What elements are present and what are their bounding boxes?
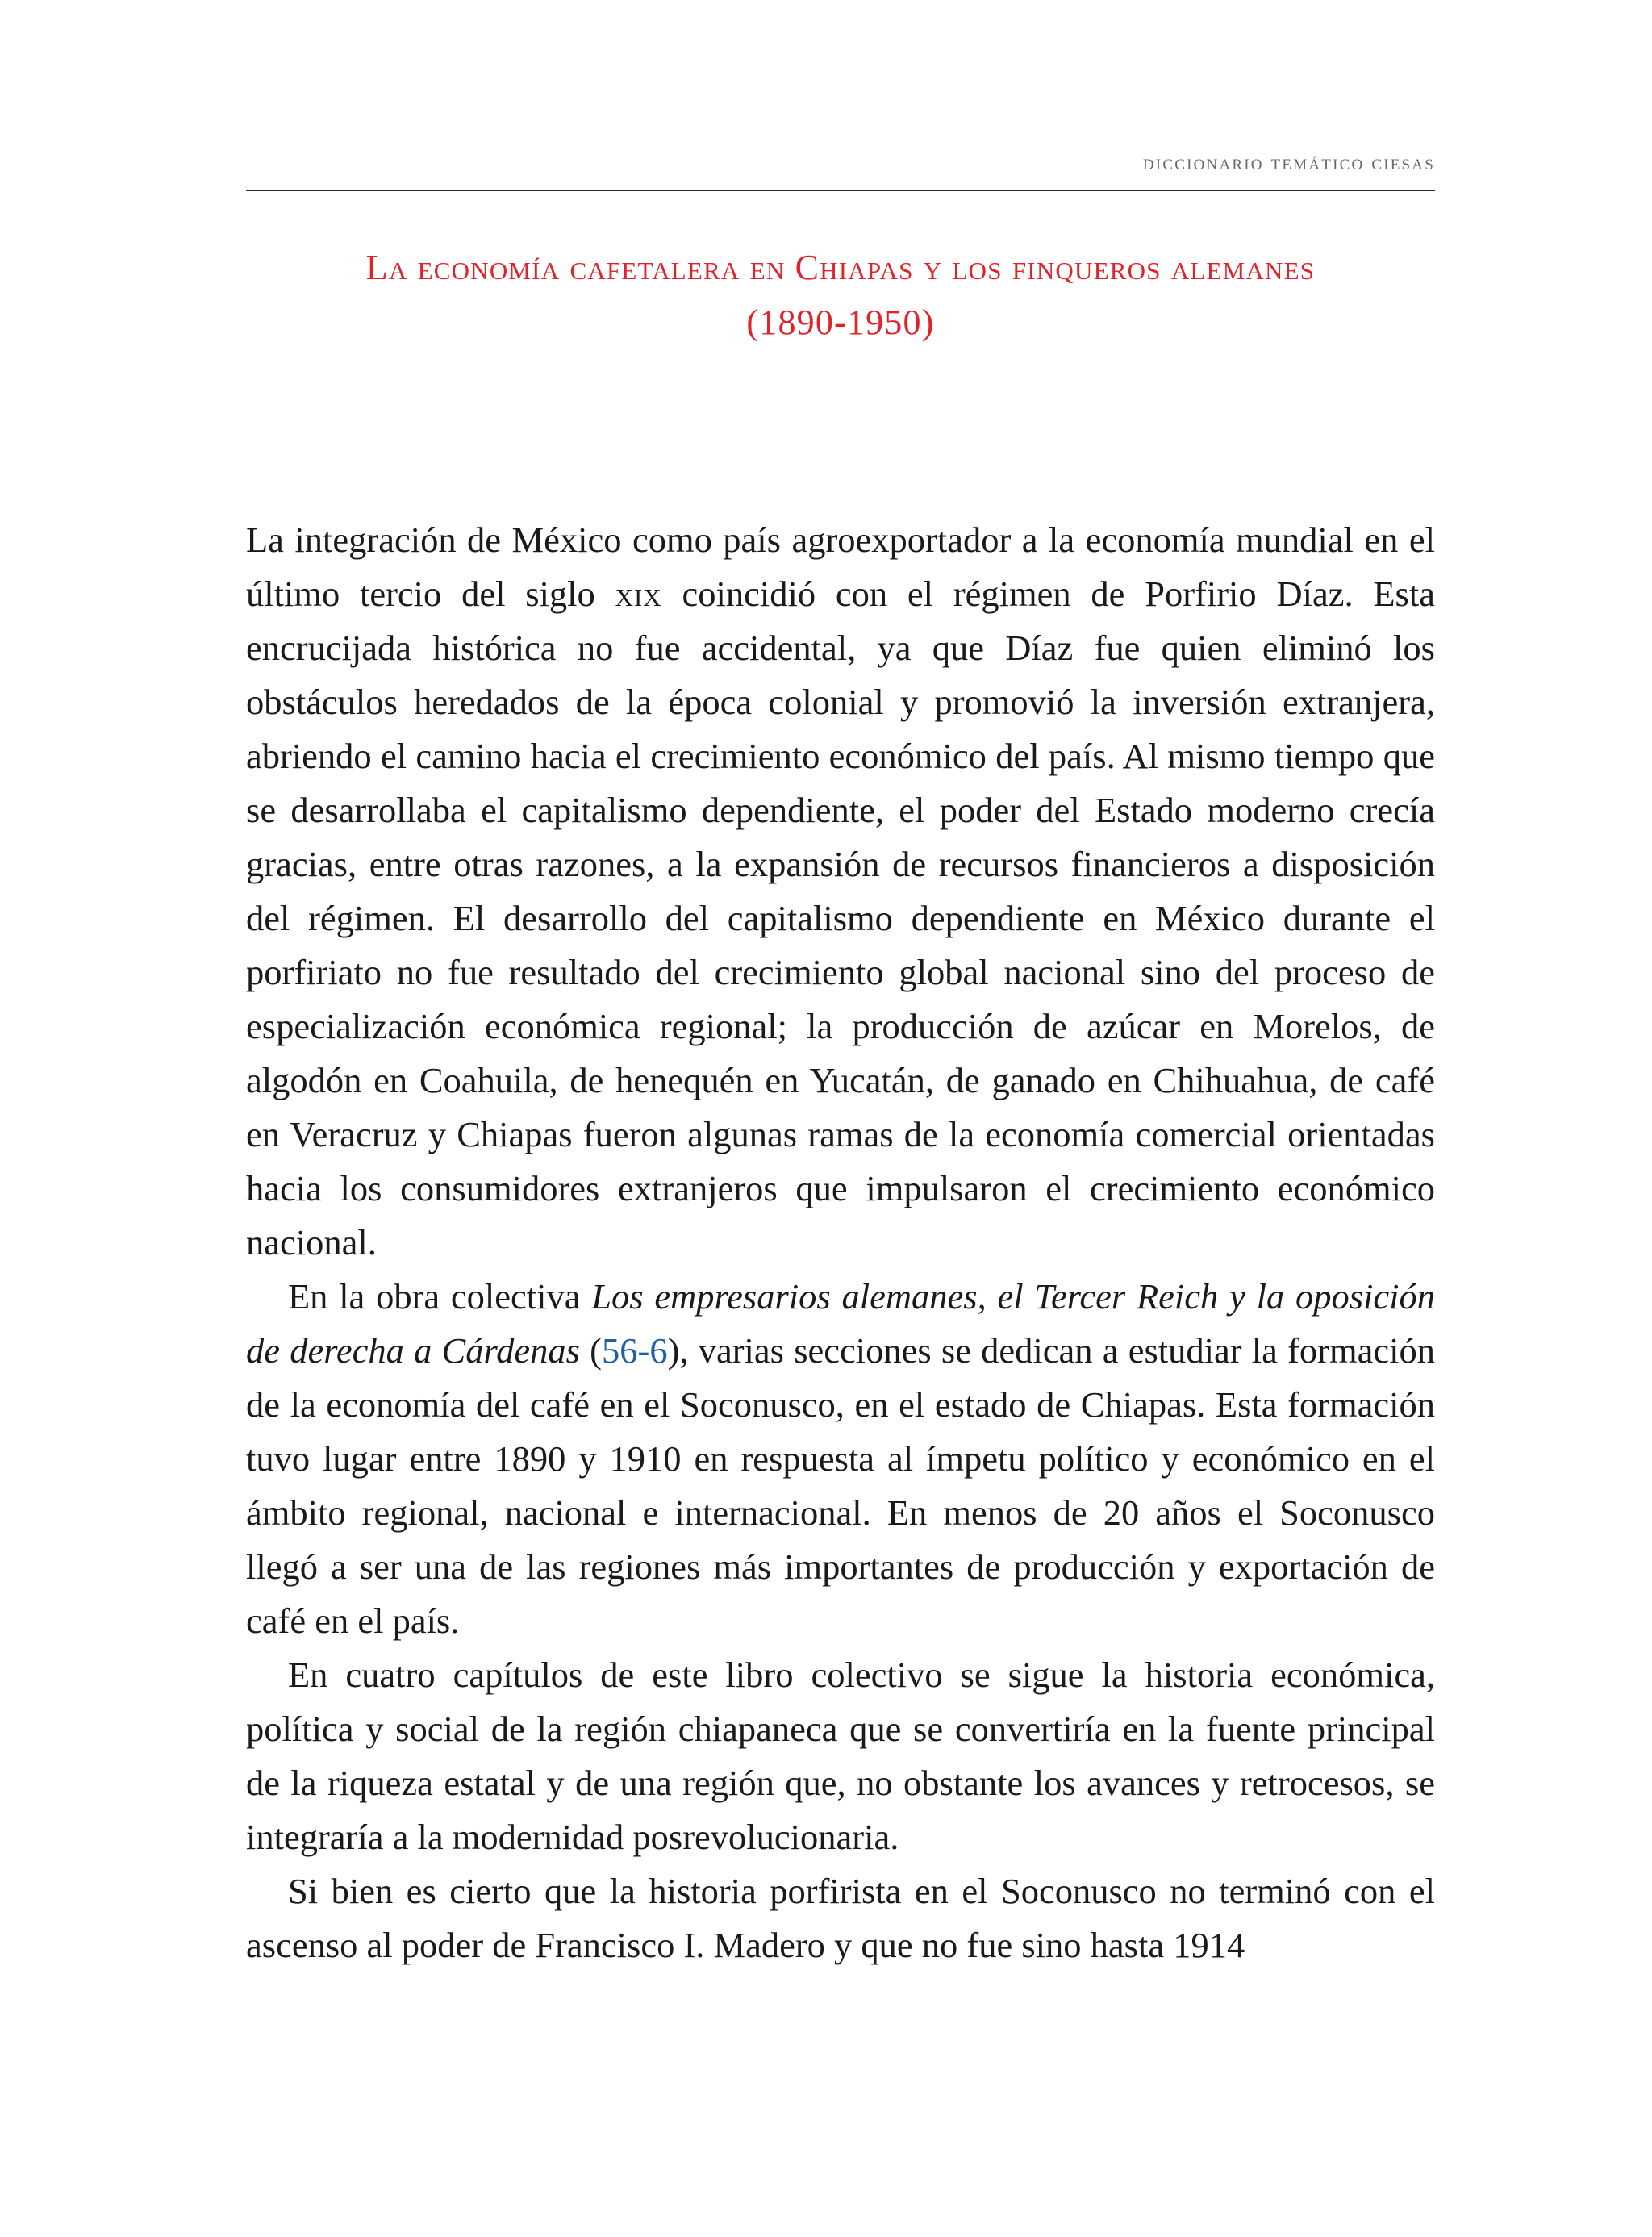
paragraph-3: En cuatro capítulos de este libro colectivo se sigue la historia económica, política y social de la región chiapaneca que se convertiría en la fuente principal de la riqueza estatal y de una región que, no obstante los avances y retrocesos, se integraría a la modernidad posrevolucionaria.: [246, 1655, 1435, 1857]
paragraph-2-text-a: En la obra colectiva: [288, 1276, 592, 1317]
running-head: diccionario temático ciesas: [1142, 150, 1435, 174]
paragraph-2-text-c: ), varias secciones se dedican a estudiar la formación de la economía del café en el Soconusco, en el estado de Chiapas. Esta formación tuvo lugar entre 1890 y 1910 en respuesta al ímpetu político y económico en el ámbito regional, nacional e internacional. En menos de 20 años el Soconusco llegó a ser una de las regiones más importantes de producción y exportación de café en el país.: [246, 1330, 1435, 1641]
article-title: [246, 240, 1435, 350]
title-line-1: La economía cafetalera en Chiapas y los finqueros alemanes: [365, 248, 1316, 287]
reference-link[interactable]: 56-6: [602, 1330, 668, 1371]
paragraph-1-text-a: La integración de México como país agroexportador a la economía mundial en el último tercio del siglo: [246, 520, 1435, 614]
paragraph-2: [246, 1270, 1435, 1648]
article-body: [246, 513, 1435, 1972]
book-title: Los empresarios alemanes, el Tercer Reich y la oposición de derecha a Cárdenas: [246, 1276, 1436, 1371]
title-line-2: (1890-1950): [746, 303, 935, 342]
paragraph-1-text-b: coincidió con el régimen de Porfirio Díaz. Esta encrucijada histórica no fue accidental, ya que Díaz fue quien eliminó los obstáculos heredados de la época colonial y promovió la inversión extranjera, abriendo el camino hacia el crecimiento económico del país. Al mismo tiempo que se desarrollaba el capitalismo dependiente, el poder del Estado moderno crecía gracias, entre otras razones, a la expansión de recursos financieros a disposición del régimen. El desarrollo del capitalismo dependiente en México durante el porfiriato no fue resultado del crecimiento global nacional sino del proceso de especialización económica regional; la producción de azúcar en Morelos, de algodón en Coahuila, de henequén en Yucatán, de ganado en Chihuahua, de café en Veracruz y Chiapas fueron algunas ramas de la economía comercial orientadas hacia los consumidores extranjeros que impulsaron el crecimiento económico nacional.: [246, 574, 1435, 1262]
paragraph-1: [246, 513, 1435, 1270]
header-rule: [246, 190, 1435, 191]
century-numeral: xix: [615, 574, 662, 614]
paragraph-2-text-b: (: [579, 1330, 602, 1371]
paragraph-4: Si bien es cierto que la historia porfirista en el Soconusco no terminó con el ascenso al poder de Francisco I. Madero y que no fue sino hasta 1914: [246, 1871, 1435, 1965]
